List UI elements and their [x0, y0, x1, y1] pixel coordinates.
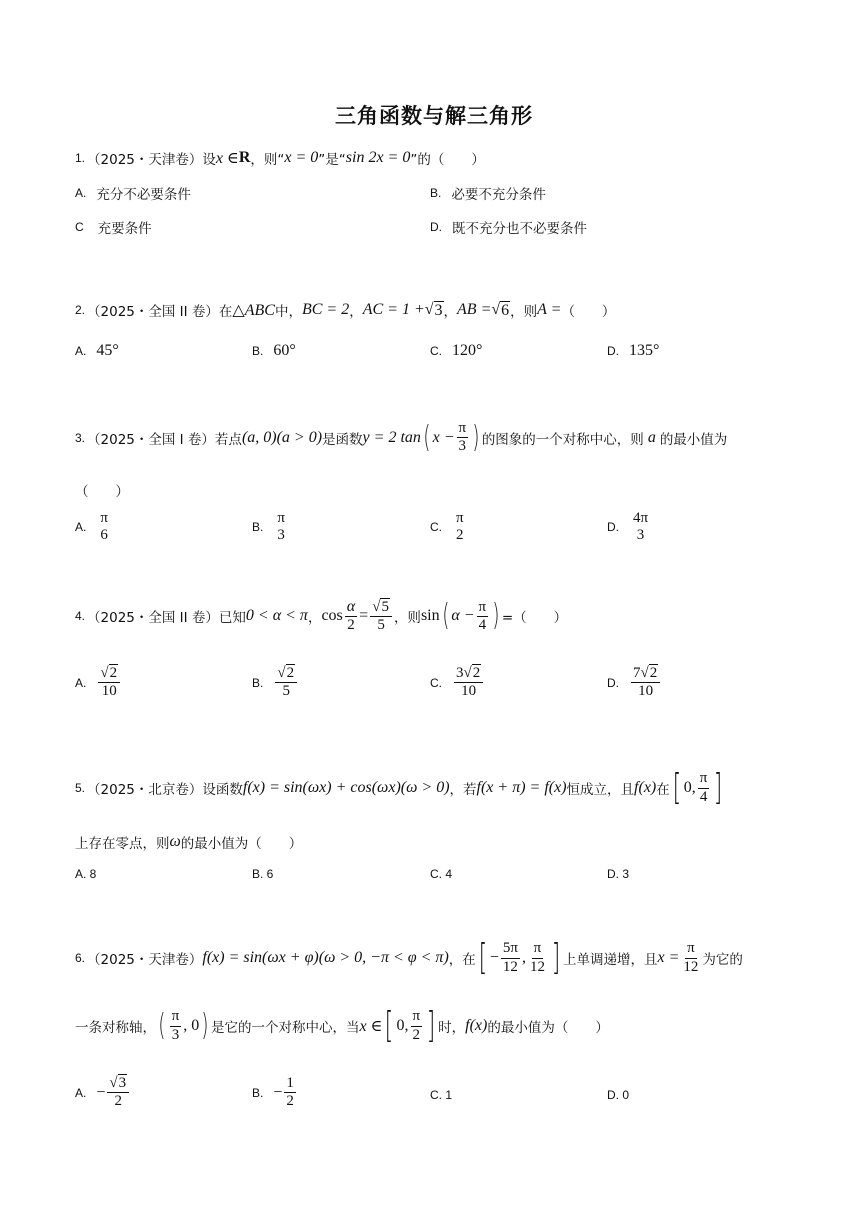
q1-number: 1.	[75, 151, 86, 165]
q3-option-d[interactable]: D. 4π 3	[607, 510, 649, 544]
q1-option-a[interactable]: A. 充分不必要条件	[75, 186, 191, 203]
q3-option-c[interactable]: C. π 2	[430, 510, 464, 544]
q5-number: 5.	[75, 781, 86, 795]
q4-number: 4.	[75, 609, 86, 624]
q5-option-b[interactable]: B. 6	[252, 867, 274, 881]
q5-source: （2025・北京卷）设函数	[87, 782, 243, 798]
q1-text-3: ”的（ ）	[410, 152, 485, 168]
question-2-stem: 2. （2025・全国 II 卷）在 △ABC 中， BC = 2 ， AC = 1 + √ 3 ， AB = √ 6 ，则 A = （ ）	[75, 301, 616, 320]
q1-math-x-in: x ∈	[215, 150, 239, 167]
q5-option-a[interactable]: A. 8	[75, 867, 97, 881]
q6-number: 6.	[75, 951, 86, 965]
q1-math-R: R	[238, 149, 251, 166]
q1-option-c[interactable]: C 充要条件	[75, 220, 152, 237]
q6-option-a[interactable]: A. − $\frac{√3}{2}$	[75, 1075, 131, 1111]
q2-option-c[interactable]: C. 120°	[430, 342, 483, 359]
page-title: 三角函数与解三角形	[335, 104, 533, 128]
q2-ac: AC = 1 +	[362, 301, 425, 318]
q2-triangle: △ABC	[232, 302, 275, 319]
q2-option-b[interactable]: B. 60°	[252, 342, 296, 359]
q3-function: y = 2 tan	[362, 428, 421, 446]
question-6-stem: 6. （2025・天津卷） f(x) = sin(ωx + φ)(ω > 0, −π < φ < π) ，在 [ − $\frac{5\pi}{12}$ , $\frac{\pi}{12}$ ] 上单调递增，且 x = $\frac{\pi}{12}$ 为它的	[75, 937, 743, 978]
q5-option-c[interactable]: C. 4	[430, 867, 453, 881]
q1-option-d[interactable]: D. 既不充分也不必要条件	[430, 220, 587, 237]
q2-number: 2.	[75, 303, 86, 317]
q3-number: 3.	[75, 430, 86, 445]
q6-option-c[interactable]: C. 1	[430, 1088, 453, 1102]
q1-text-2: ”是“	[318, 152, 346, 168]
q1-text-1: ，则“	[250, 152, 285, 168]
q4-source: （2025・全国 II 卷）已知	[87, 610, 246, 627]
question-5-stem: 5. （2025・北京卷）设函数 f(x) = sin(ωx) + cos(ωx)(ω > 0) ，若 f(x + π) = f(x) 恒成立，且 f(x) 在 [ 0, $\frac{\pi}{4}$ ]	[75, 767, 723, 808]
question-6-stem-cont: 一条对称轴， ( $\frac{\pi}{3}$ , 0 ) 是它的一个对称中心，当 x ∈ [ 0, $\frac{\pi}{2}$ ] 时， f(x) 的最小值为（ ）	[75, 1005, 609, 1046]
question-4-stem: 4. （2025・全国 II 卷）已知 0 < α < π ， cos $\frac{\alpha}{2}$ = $\frac{√5}{5}$ ，则 sin ( α − $\frac{\pi}{4}$ ) =（ ）	[75, 598, 568, 634]
q4-option-b[interactable]: B. $\frac{√2}{5}$	[252, 665, 299, 701]
q6-option-b[interactable]: B. − $\frac{1}{2}$	[252, 1075, 294, 1110]
q4-option-a[interactable]: A. $\frac{√2}{10}$	[75, 665, 122, 701]
question-5-stem-cont: 上存在零点，则 ω 的最小值为（ ）	[75, 833, 303, 852]
q1-math-x0: x = 0	[284, 149, 319, 166]
q2-ab: AB =	[457, 301, 492, 318]
q1-math-sin2x: sin 2x = 0	[345, 149, 411, 166]
q3-option-a[interactable]: A. π 6	[75, 510, 108, 544]
q4-option-d[interactable]: D. $\frac{7√2}{10}$	[607, 665, 662, 701]
question-3-stem-cont: （ ）	[75, 484, 129, 500]
q2-bc: BC = 2	[301, 301, 350, 318]
q1-option-b[interactable]: B. 必要不充分条件	[430, 186, 546, 203]
q2-option-a[interactable]: A. 45°	[75, 342, 119, 359]
question-3-stem: 3. （2025・全国 I 卷）若点 (a, 0)(a > 0) 是函数 y = 2 tan ( x − $\frac{\pi}{3}$ ) 的图象的一个对称中心，则 a 的最小值为	[75, 419, 728, 455]
q3-option-b[interactable]: B. π 3	[252, 510, 285, 544]
q6-option-d[interactable]: D. 0	[607, 1088, 630, 1102]
q4-option-c[interactable]: C. $\frac{3√2}{10}$	[430, 665, 485, 701]
q3-source: （2025・全国 I 卷）若点	[87, 431, 242, 448]
q1-source: （2025・天津卷）设	[87, 152, 216, 168]
q2-option-d[interactable]: D. 135°	[607, 342, 660, 359]
q5-option-d[interactable]: D. 3	[607, 867, 630, 881]
q2-source: （2025・全国 II 卷）在	[87, 304, 233, 320]
q6-source: （2025・天津卷）	[87, 952, 203, 968]
question-1-stem	[75, 148, 485, 168]
